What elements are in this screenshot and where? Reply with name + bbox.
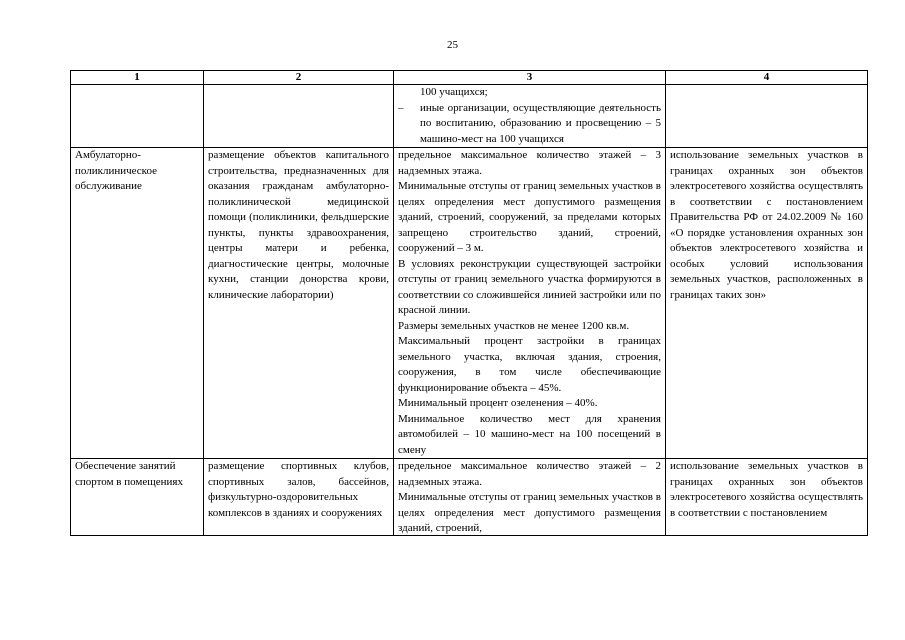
table-row-continuation bbox=[71, 85, 868, 148]
list-item bbox=[398, 101, 661, 148]
cell-use-name bbox=[71, 459, 204, 536]
param-paragraph: Минимальные отступы от границ земельных участков в целях определения мест допустимого размещения зданий, строений, сооружений, за пределами которых запрещено строительство зданий, строений, сооружений – 3 м. bbox=[398, 180, 661, 254]
cell-clip: использование земельных участков в границах охранных зон объектов электросетевого хозяйства осуществлять в соответствии с постановлением bbox=[670, 460, 863, 519]
param-paragraph: Минимальный процент озеленения – 40%. bbox=[398, 397, 598, 409]
page-number: 25 bbox=[447, 39, 458, 51]
dash-bullet: – bbox=[398, 101, 404, 114]
cell-use-name: Амбулаторно-поликлиническое обслуживание bbox=[71, 148, 204, 459]
cell-use-description bbox=[204, 459, 394, 536]
param-paragraph: Минимальное количество мест для хранения автомобилей – 10 машино-мест на 100 посещений в смену bbox=[398, 412, 661, 456]
cell-empty bbox=[71, 85, 204, 148]
table-header-row bbox=[71, 71, 868, 85]
param-paragraph: В условиях реконструкции существующей застройки отступы от границ земельного участка формируются в соответствии со сложившейся линией застройки или по красной линии. bbox=[398, 257, 661, 316]
cell-empty bbox=[204, 85, 394, 148]
table-row-sport bbox=[71, 459, 868, 536]
param-paragraph: Минимальные отступы от границ земельных участков в целях определения мест допустимого размещения зданий, строений, bbox=[398, 491, 661, 534]
cell-parking-continuation bbox=[394, 85, 666, 148]
cell-clip: Обеспечение занятий спортом в помещениях bbox=[75, 460, 183, 488]
cell-parameters bbox=[394, 148, 666, 459]
cell-clip bbox=[398, 459, 661, 535]
header-col-4: 4 bbox=[666, 71, 868, 85]
header-col-3: 3 bbox=[394, 71, 666, 85]
param-paragraph: Максимальный процент застройки в границах земельного участка, включая здания, строения, сооружения, в том числе обеспечивающие функционирование объекта – 45%. bbox=[398, 335, 661, 394]
param-paragraph: предельное максимальное количество этажей – 3 надземных этажа. bbox=[398, 149, 661, 177]
table-row-outpatient bbox=[71, 148, 868, 459]
header-col-2: 2 bbox=[204, 71, 394, 85]
cell-parameters bbox=[394, 459, 666, 536]
param-paragraph: Размеры земельных участков не менее 1200 кв.м. bbox=[398, 319, 630, 332]
land-use-table bbox=[70, 70, 868, 536]
cell-restrictions: использование земельных участков в границах охранных зон объектов электросетевого хозяйства осуществлять в соответствии с постановлением Правительства РФ от 24.02.2009 № 160 «О порядке установления охранных зон объектов электросетевого хозяйства и особых условий использования земельных участков, расположенных в границах таких зон» bbox=[666, 148, 868, 459]
cell-empty bbox=[666, 85, 868, 148]
list-item-text: иные организации, осуществляющие деятельность по воспитанию, образованию и просвещению – 5 машино-мест на 100 учащихся bbox=[420, 101, 661, 145]
header-col-1: 1 bbox=[71, 71, 204, 85]
param-paragraph: предельное максимальное количество этажей – 2 надземных этажа. bbox=[398, 460, 661, 488]
cell-use-description: размещение объектов капитального строительства, предназначенных для оказания гражданам амбулаторно-поликлинической медицинской помощи (поликлиники, фельдшерские пункты, пункты здравоохранения, центры матери и ребенка, диагностические центры, молочные кухни, станции донорства крови, клинические лаборатории) bbox=[204, 148, 394, 459]
continued-line: 100 учащихся; bbox=[420, 86, 488, 98]
cell-restrictions bbox=[666, 459, 868, 536]
cell-clip: размещение спортивных клубов, спортивных залов, бассейнов, физкультурно-оздоровительных комплексов в зданиях и сооружениях bbox=[208, 460, 389, 519]
